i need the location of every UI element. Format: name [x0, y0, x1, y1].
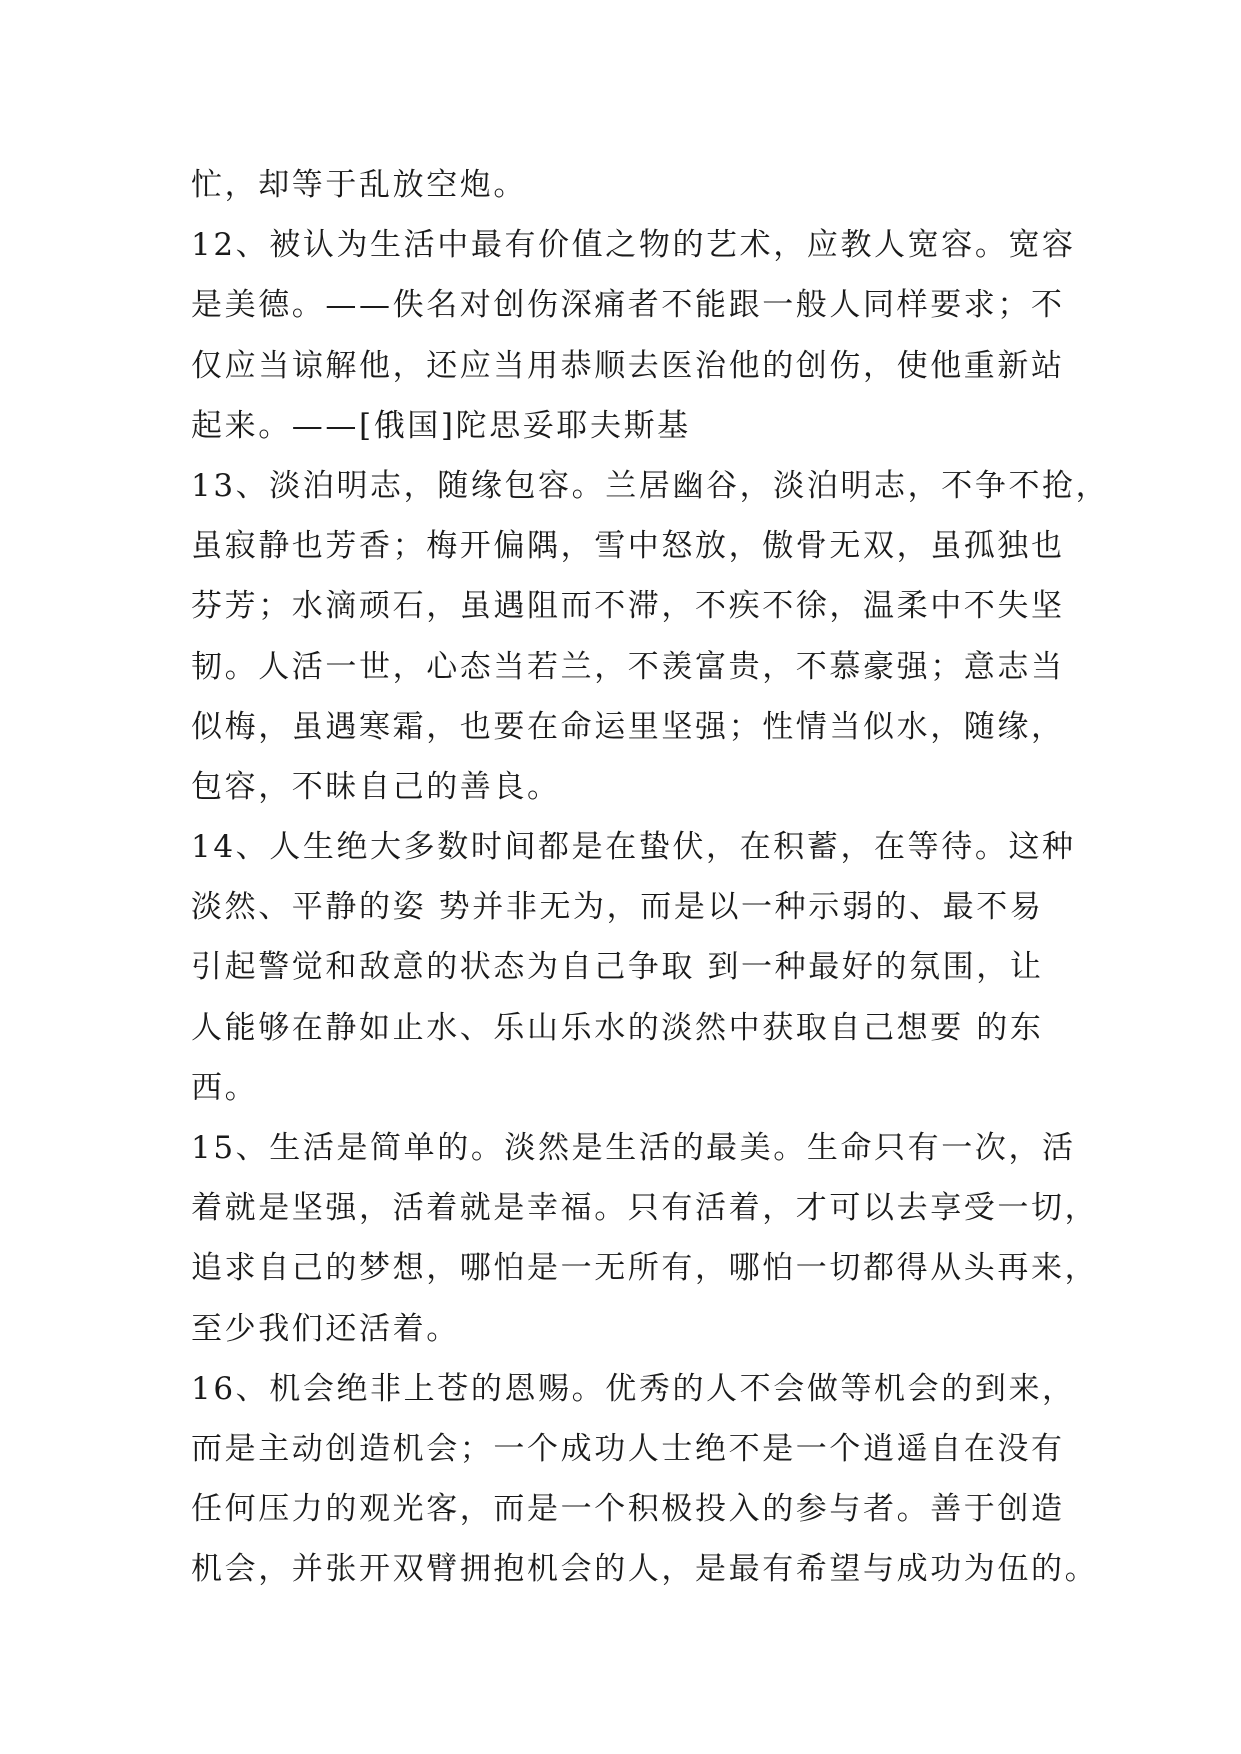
- text-line: 16、机会绝非上苍的恩赐。优秀的人不会做等机会的到来，: [191, 1370, 1076, 1407]
- text-line: 机会，并张开双臂拥抱机会的人，是最有希望与成功为伍的。: [191, 1551, 1099, 1588]
- text-line: 虽寂静也芳香；梅开偏隅，雪中怒放，傲骨无双，虽孤独也: [191, 528, 1065, 565]
- text-line: 淡然、平静的姿 势并非无为，而是以一种示弱的、最不易: [191, 889, 1044, 926]
- text-line: 12、被认为生活中最有价值之物的艺术，应教人宽容。宽容: [191, 227, 1076, 264]
- text-line: 似梅，虽遇寒霜，也要在命运里坚强；性情当似水，随缘，: [191, 708, 1065, 745]
- text-line: 至少我们还活着。: [191, 1310, 460, 1347]
- document-body: [191, 155, 1110, 1600]
- text-line: 包容，不昧自己的善良。: [191, 768, 561, 805]
- text-line: 起来。——[俄国]陀思妥耶夫斯基: [191, 407, 691, 444]
- text-line: 引起警觉和敌意的状态为自己争取 到一种最好的氛围，让: [191, 949, 1044, 986]
- text-line: 芬芳；水滴顽石，虽遇阻而不滞，不疾不徐，温柔中不失坚: [191, 588, 1065, 625]
- text-line: 忙，却等于乱放空炮。: [191, 167, 527, 203]
- text-line: 13、淡泊明志，随缘包容。兰居幽谷，淡泊明志，不争不抢，: [191, 467, 1110, 504]
- text-line: 14、人生绝大多数时间都是在蛰伏，在积蓄，在等待。这种: [191, 829, 1076, 866]
- text-line: 着就是坚强，活着就是幸福。只有活着，才可以去享受一切，: [191, 1190, 1099, 1227]
- text-line: 15、生活是简单的。淡然是生活的最美。生命只有一次，活: [191, 1130, 1076, 1166]
- text-line: 人能够在静如止水、乐山乐水的淡然中获取自己想要 的东: [191, 1009, 1044, 1046]
- text-line: 追求自己的梦想，哪怕是一无所有，哪怕一切都得从头再来，: [191, 1250, 1099, 1287]
- text-line: 任何压力的观光客，而是一个积极投入的参与者。善于创造: [191, 1491, 1065, 1528]
- text-line: 而是主动创造机会；一个成功人士绝不是一个逍遥自在没有: [191, 1430, 1065, 1467]
- text-line: 是美德。——佚名对创伤深痛者不能跟一般人同样要求；不: [191, 287, 1065, 324]
- text-line: 仅应当谅解他，还应当用恭顺去医治他的创伤，使他重新站: [191, 347, 1065, 384]
- text-line: 西。: [191, 1069, 259, 1106]
- text-line: 韧。人活一世，心态当若兰，不羡富贵，不慕豪强；意志当: [191, 648, 1065, 685]
